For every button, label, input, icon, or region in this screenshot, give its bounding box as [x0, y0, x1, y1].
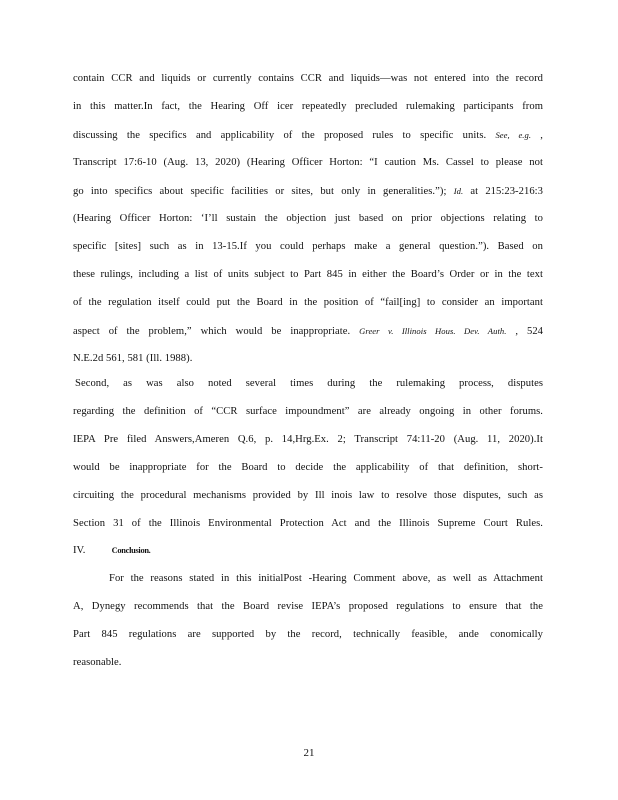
text-line: (Hearing Officer Horton: ‘I’ll sustain the objection just based on prior objections relating to: [73, 213, 543, 224]
text-line: in this matter.In fact, the Hearing Off icer repeatedly precluded rulemaking participants from: [73, 101, 543, 112]
text-line: contain CCR and liquids or currently contains CCR and liquids—was not entered into the record: [73, 73, 543, 84]
text-line: circuiting the procedural mechanisms provided by Ill inois law to resolve those disputes, such as: [73, 490, 543, 501]
text-segment: aspect of the problem,” which would be inappropriate.: [73, 326, 351, 337]
text-line: reasonable.: [73, 657, 122, 668]
text-line: [73, 128, 543, 143]
text-line: regarding the definition of “CCR surface impoundment” are already ongoing in other forums.: [73, 406, 543, 417]
text-segment: ,: [540, 130, 543, 141]
text-line: [73, 184, 543, 199]
text-line: specific [sites] such as in 13-15.If you could perhaps make a general question.”). Based on: [73, 241, 543, 252]
text-line: Part 845 regulations are supported by the record, technically feasible, ande conomically: [73, 629, 543, 640]
text-line: Transcript 17:6-10 (Aug. 13, 2020) (Hearing Officer Horton: “I caution Ms. Cassel to please not: [73, 157, 543, 168]
text-line: would be inappropriate for the Board to decide the applicability of that definition, short-: [73, 462, 543, 473]
text-line: For the reasons stated in this initialPost -Hearing Comment above, as well as Attachment: [109, 573, 543, 584]
text-line: IEPA Pre filed Answers,Ameren Q.6, p. 14,Hrg.Ex. 2; Transcript 74:11-20 (Aug. 11, 2020).It: [73, 434, 543, 445]
section-number: IV.: [73, 545, 86, 556]
text-line: [73, 324, 543, 339]
section-heading: [73, 544, 150, 558]
citation-signal: See, e.g.: [495, 130, 532, 140]
citation-signal: Id.: [453, 186, 464, 196]
case-citation: Greer v. Illinois Hous. Dev. Auth.: [359, 326, 507, 336]
page-number: 21: [303, 747, 315, 759]
section-title: Conclusion.: [111, 546, 151, 555]
text-line: N.E.2d 561, 581 (Ill. 1988).: [73, 353, 193, 364]
text-line: these rulings, including a list of units subject to Part 845 in either the Board’s Order or in the text: [73, 269, 543, 280]
text-line: Second, as was also noted several times during the rulemaking process, disputes: [75, 378, 543, 389]
text-segment: at 215:23-216:3: [470, 186, 544, 197]
text-segment: , 524: [515, 326, 544, 337]
text-line: Section 31 of the Illinois Environmental Protection Act and the Illinois Supreme Court Rules.: [73, 518, 543, 529]
text-segment: discussing the specifics and applicability of the proposed rules to specific units.: [73, 130, 487, 141]
text-line: of the regulation itself could put the Board in the position of “fail[ing] to consider an important: [73, 297, 543, 308]
text-segment: go into specifics about specific facilities or sites, but only in generalities.”);: [73, 186, 447, 197]
text-line: A, Dynegy recommends that the Board revise IEPA’s proposed regulations to ensure that the: [73, 601, 543, 612]
